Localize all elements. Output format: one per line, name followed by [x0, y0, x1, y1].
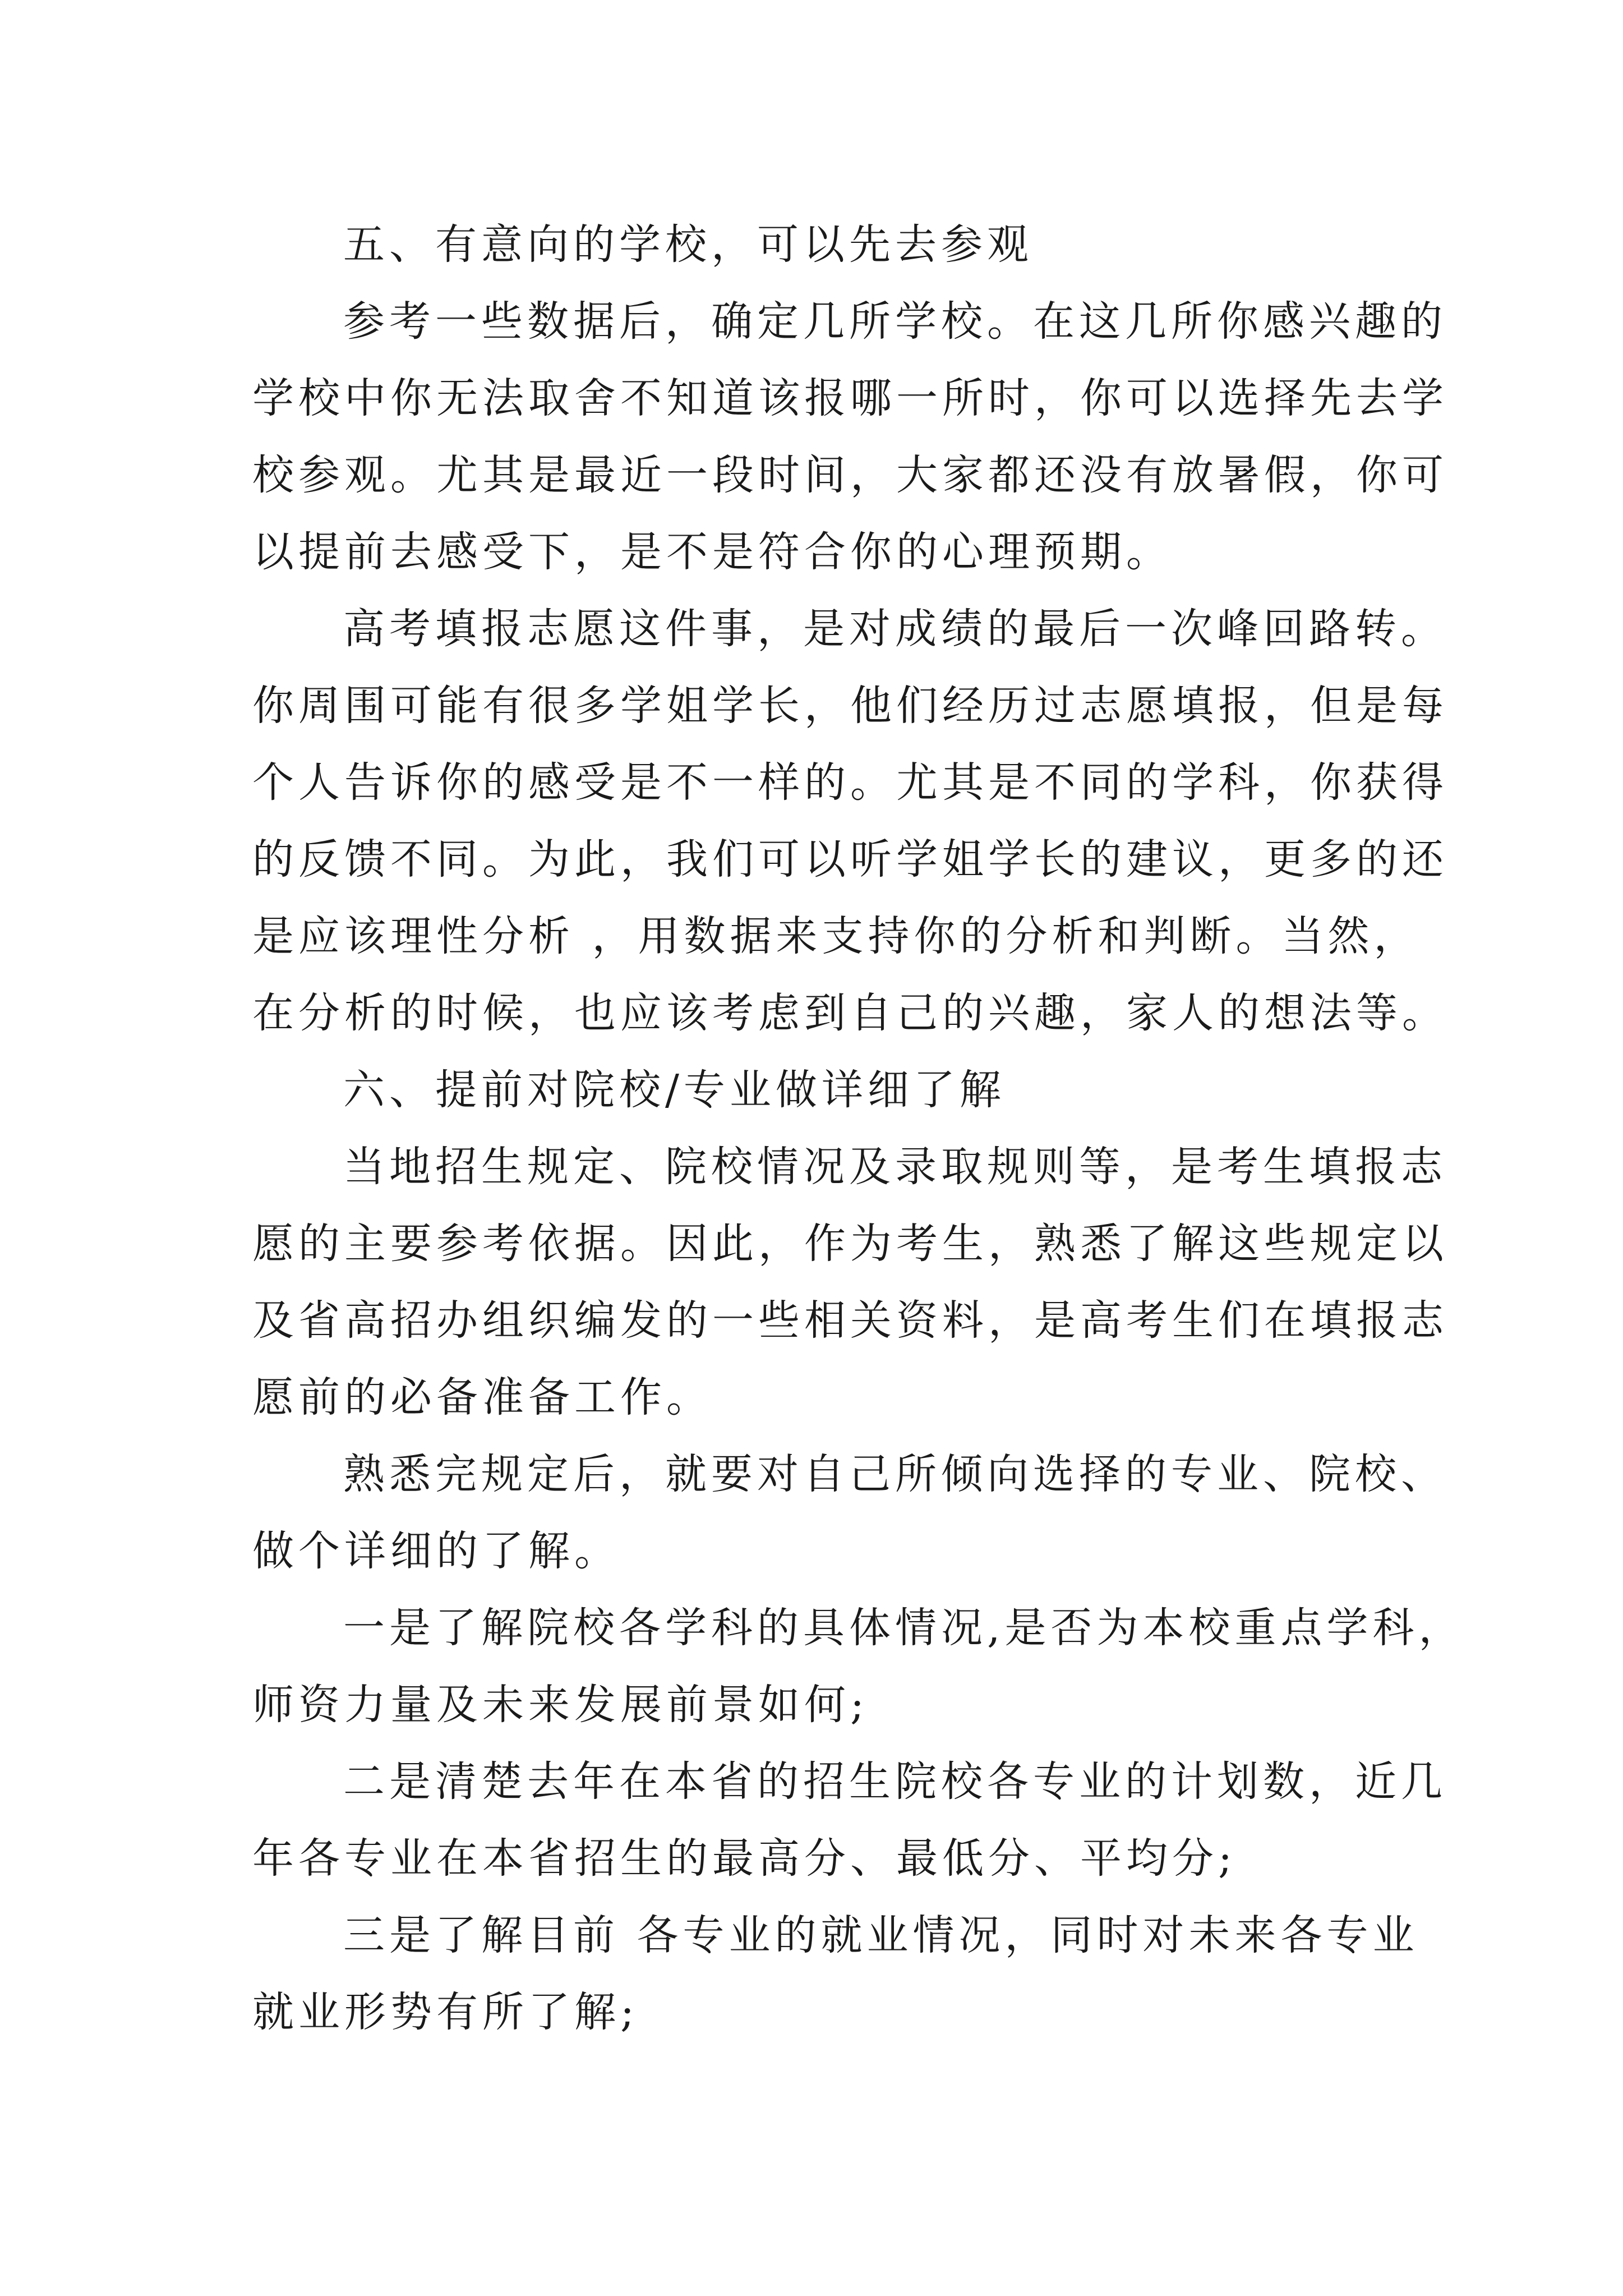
- heading-six: 六、提前对院校/专业做详细了解: [343, 1066, 1006, 1114]
- paragraph-line: 师资力量及未来发展前景如何;: [252, 1681, 869, 1729]
- list-item-two: 二是清楚去年在本省的招生院校各专业的计划数，近几: [343, 1757, 1447, 1806]
- paragraph-line: 及省高招办组织编发的一些相关资料，是高考生们在填报志: [252, 1296, 1448, 1345]
- paragraph-line: 当地招生规定、院校情况及录取规则等，是考生填报志: [343, 1143, 1447, 1191]
- paragraph-line: 校参观。尤其是最近一段时间，大家都还没有放暑假，你可: [252, 451, 1448, 499]
- paragraph-line: 个人告诉你的感受是不一样的。尤其是不同的学科，你获得: [252, 758, 1448, 807]
- paragraph-line: 你周围可能有很多学姐学长，他们经历过志愿填报，但是每: [252, 682, 1448, 730]
- paragraph-line: 参考一些数据后，确定几所学校。在这几所你感兴趣的: [343, 297, 1447, 346]
- paragraph-line: 在分析的时候，也应该考虑到自己的兴趣，家人的想法等。: [252, 989, 1448, 1037]
- paragraph-line: 年各专业在本省招生的最高分、最低分、平均分;: [252, 1834, 1237, 1883]
- paragraph-line: 熟悉完规定后，就要对自己所倾向选择的专业、院校、: [343, 1450, 1447, 1498]
- paragraph-line: 高考填报志愿这件事，是对成绩的最后一次峰回路转。: [343, 605, 1447, 653]
- paragraph-line: 愿前的必备准备工作。: [252, 1373, 712, 1421]
- paragraph-line: 的反馈不同。为此，我们可以听学姐学长的建议，更多的还: [252, 835, 1448, 884]
- paragraph-line: 就业形势有所了解;: [252, 1988, 639, 2036]
- heading-five: 五、有意向的学校，可以先去参观: [343, 220, 1033, 269]
- paragraph-line: 学校中你无法取舍不知道该报哪一所时，你可以选择先去学: [252, 374, 1448, 422]
- list-item-one: 一是了解院校各学科的具体情况,是否为本校重点学科，: [343, 1604, 1465, 1652]
- paragraph-line: 愿的主要参考依据。因此，作为考生，熟悉了解这些规定以: [252, 1220, 1448, 1268]
- paragraph-line: 是应该理性分析 ，用数据来支持你的分析和判断。当然，: [252, 912, 1420, 960]
- list-item-three: 三是了解目前 各专业的就业情况，同时对未来各专业: [343, 1911, 1419, 1959]
- paragraph-line: 做个详细的了解。: [252, 1527, 620, 1575]
- paragraph-line: 以提前去感受下，是不是符合你的心理预期。: [252, 528, 1172, 576]
